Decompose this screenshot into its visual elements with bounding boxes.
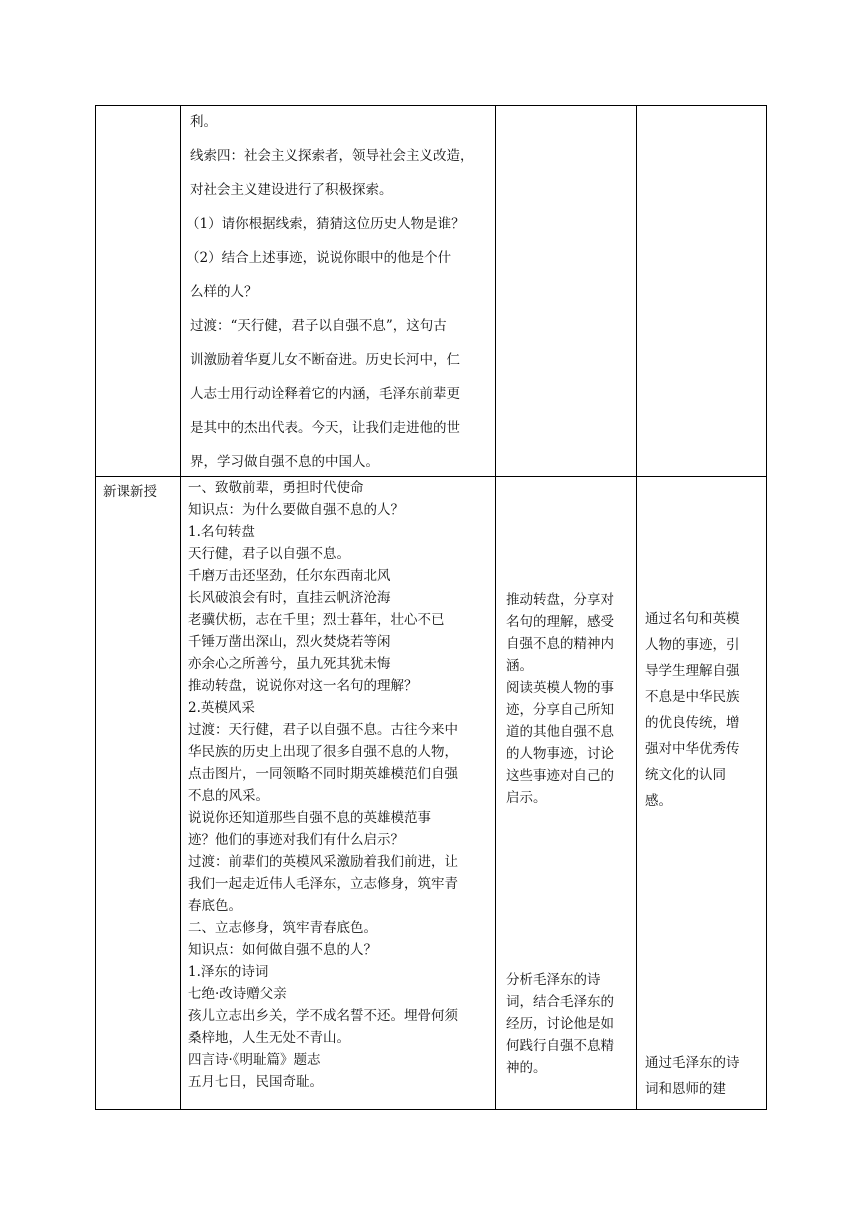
student-line: 这些事迹对自己的 [506,768,614,784]
intent-line: 通过名句和英模 [645,611,740,627]
intent-line: 不息是中华民族 [645,689,740,705]
student-line: 的人物事迹，讨论 [506,746,614,762]
content-line: （1）请你根据线索，猜猜这位历史人物是谁？ [186,216,465,232]
content-line: 过渡：前辈们的英模风采激励着我们前进，让 [188,854,458,870]
content-line: 四言诗·《明耻篇》题志 [188,1052,321,1068]
student-line: 阅读英模人物的事 [506,680,614,696]
content-line: 天行健，君子以自强不息。 [188,546,350,562]
content-line: 2.英模风采 [188,700,255,716]
content-line: 我们一起走近伟人毛泽东，立志修身，筑牢青 [188,876,458,892]
content-line: 千锤万凿出深山，烈火焚烧若等闲 [188,634,391,650]
content-line: 对社会主义建设进行了积极探索。 [190,182,393,198]
content-line: 线索四：社会主义探索者，领导社会主义改造， [190,148,474,164]
content-line: 1.名句转盘 [188,524,255,540]
content-line: 孩儿立志出乡关，学不成名誓不还。埋骨何须 [188,1008,458,1024]
content-line: 说说你还知道那些自强不息的英雄模范事 [188,810,431,826]
intent-line: 词和恩师的建 [645,1081,726,1097]
intent-line: 通过毛泽东的诗 [645,1055,740,1071]
content-line: 亦余心之所善兮，虽九死其犹未悔 [188,656,391,672]
content-line: 老骥伏枥，志在千里；烈士暮年，壮心不已 [188,612,445,628]
content-line: 长风破浪会有时，直挂云帆济沧海 [188,590,391,606]
content-line: 过渡：“天行健，君子以自强不息”，这句古 [190,318,447,334]
intent-line: 统文化的认同 [645,767,726,783]
content-line: （2）结合上述事迹，说说你眼中的他是个什 [186,250,452,266]
content-line: 知识点：如何做自强不息的人？ [188,942,377,958]
student-line: 自强不息的精神内 [506,636,614,652]
content-line: 界，学习做自强不息的中国人。 [190,454,379,470]
student-line: 名句的理解，感受 [506,614,614,630]
content-line: 人志士用行动诠释着它的内涵，毛泽东前辈更 [190,386,460,402]
stage-cell: 新课新授 [103,484,157,500]
content-line: 千磨万击还坚劲，任尔东西南北风 [188,568,391,584]
content-line: 五月七日，民国奇耻。 [188,1074,323,1090]
content-line: 训激励着华夏儿女不断奋进。历史长河中，仁 [190,352,460,368]
content-line: 迹？他们的事迹对我们有什么启示？ [188,832,404,848]
intent-line: 强对中华优秀传 [645,741,740,757]
content-line: 是其中的杰出代表。今天，让我们走进他的世 [190,420,460,436]
student-line: 推动转盘，分享对 [506,592,614,608]
student-line: 涵。 [506,658,533,674]
student-line: 神的。 [506,1060,547,1076]
intent-line: 感。 [645,793,672,809]
intent-line: 导学生理解自强 [645,663,740,679]
content-line: 二、立志修身，筑牢青春底色。 [188,920,377,936]
content-line: 点击图片，一同领略不同时期英雄模范们自强 [188,766,458,782]
student-line: 何践行自强不息精 [506,1038,614,1054]
content-line: 桑梓地，人生无处不青山。 [188,1030,350,1046]
student-line: 分析毛泽东的诗 [506,972,601,988]
student-line: 道的其他自强不息 [506,724,614,740]
intent-line: 的优良传统，增 [645,715,740,731]
content-line: 不息的风采。 [188,788,269,804]
student-line: 经历，讨论他是如 [506,1016,614,1032]
content-line: 七绝·改诗赠父亲 [188,986,287,1002]
content-line: 一、致敬前辈，勇担时代使命 [188,480,364,496]
student-line: 词，结合毛泽东的 [506,994,614,1010]
content-line: 1.泽东的诗词 [188,964,269,980]
content-line: 春底色。 [188,898,242,914]
student-line: 启示。 [506,790,547,806]
intent-line: 人物的事迹，引 [645,637,740,653]
content-line: 华民族的历史上出现了很多自强不息的人物， [188,744,458,760]
content-line: 过渡：天行健，君子以自强不息。古往今来中 [188,722,458,738]
content-line: 知识点：为什么要做自强不息的人？ [188,502,404,518]
content-line: 推动转盘，说说你对这一名句的理解？ [188,678,418,694]
student-line: 迹，分享自己所知 [506,702,614,718]
content-line: 么样的人？ [190,284,258,300]
content-line: 利。 [190,114,217,130]
